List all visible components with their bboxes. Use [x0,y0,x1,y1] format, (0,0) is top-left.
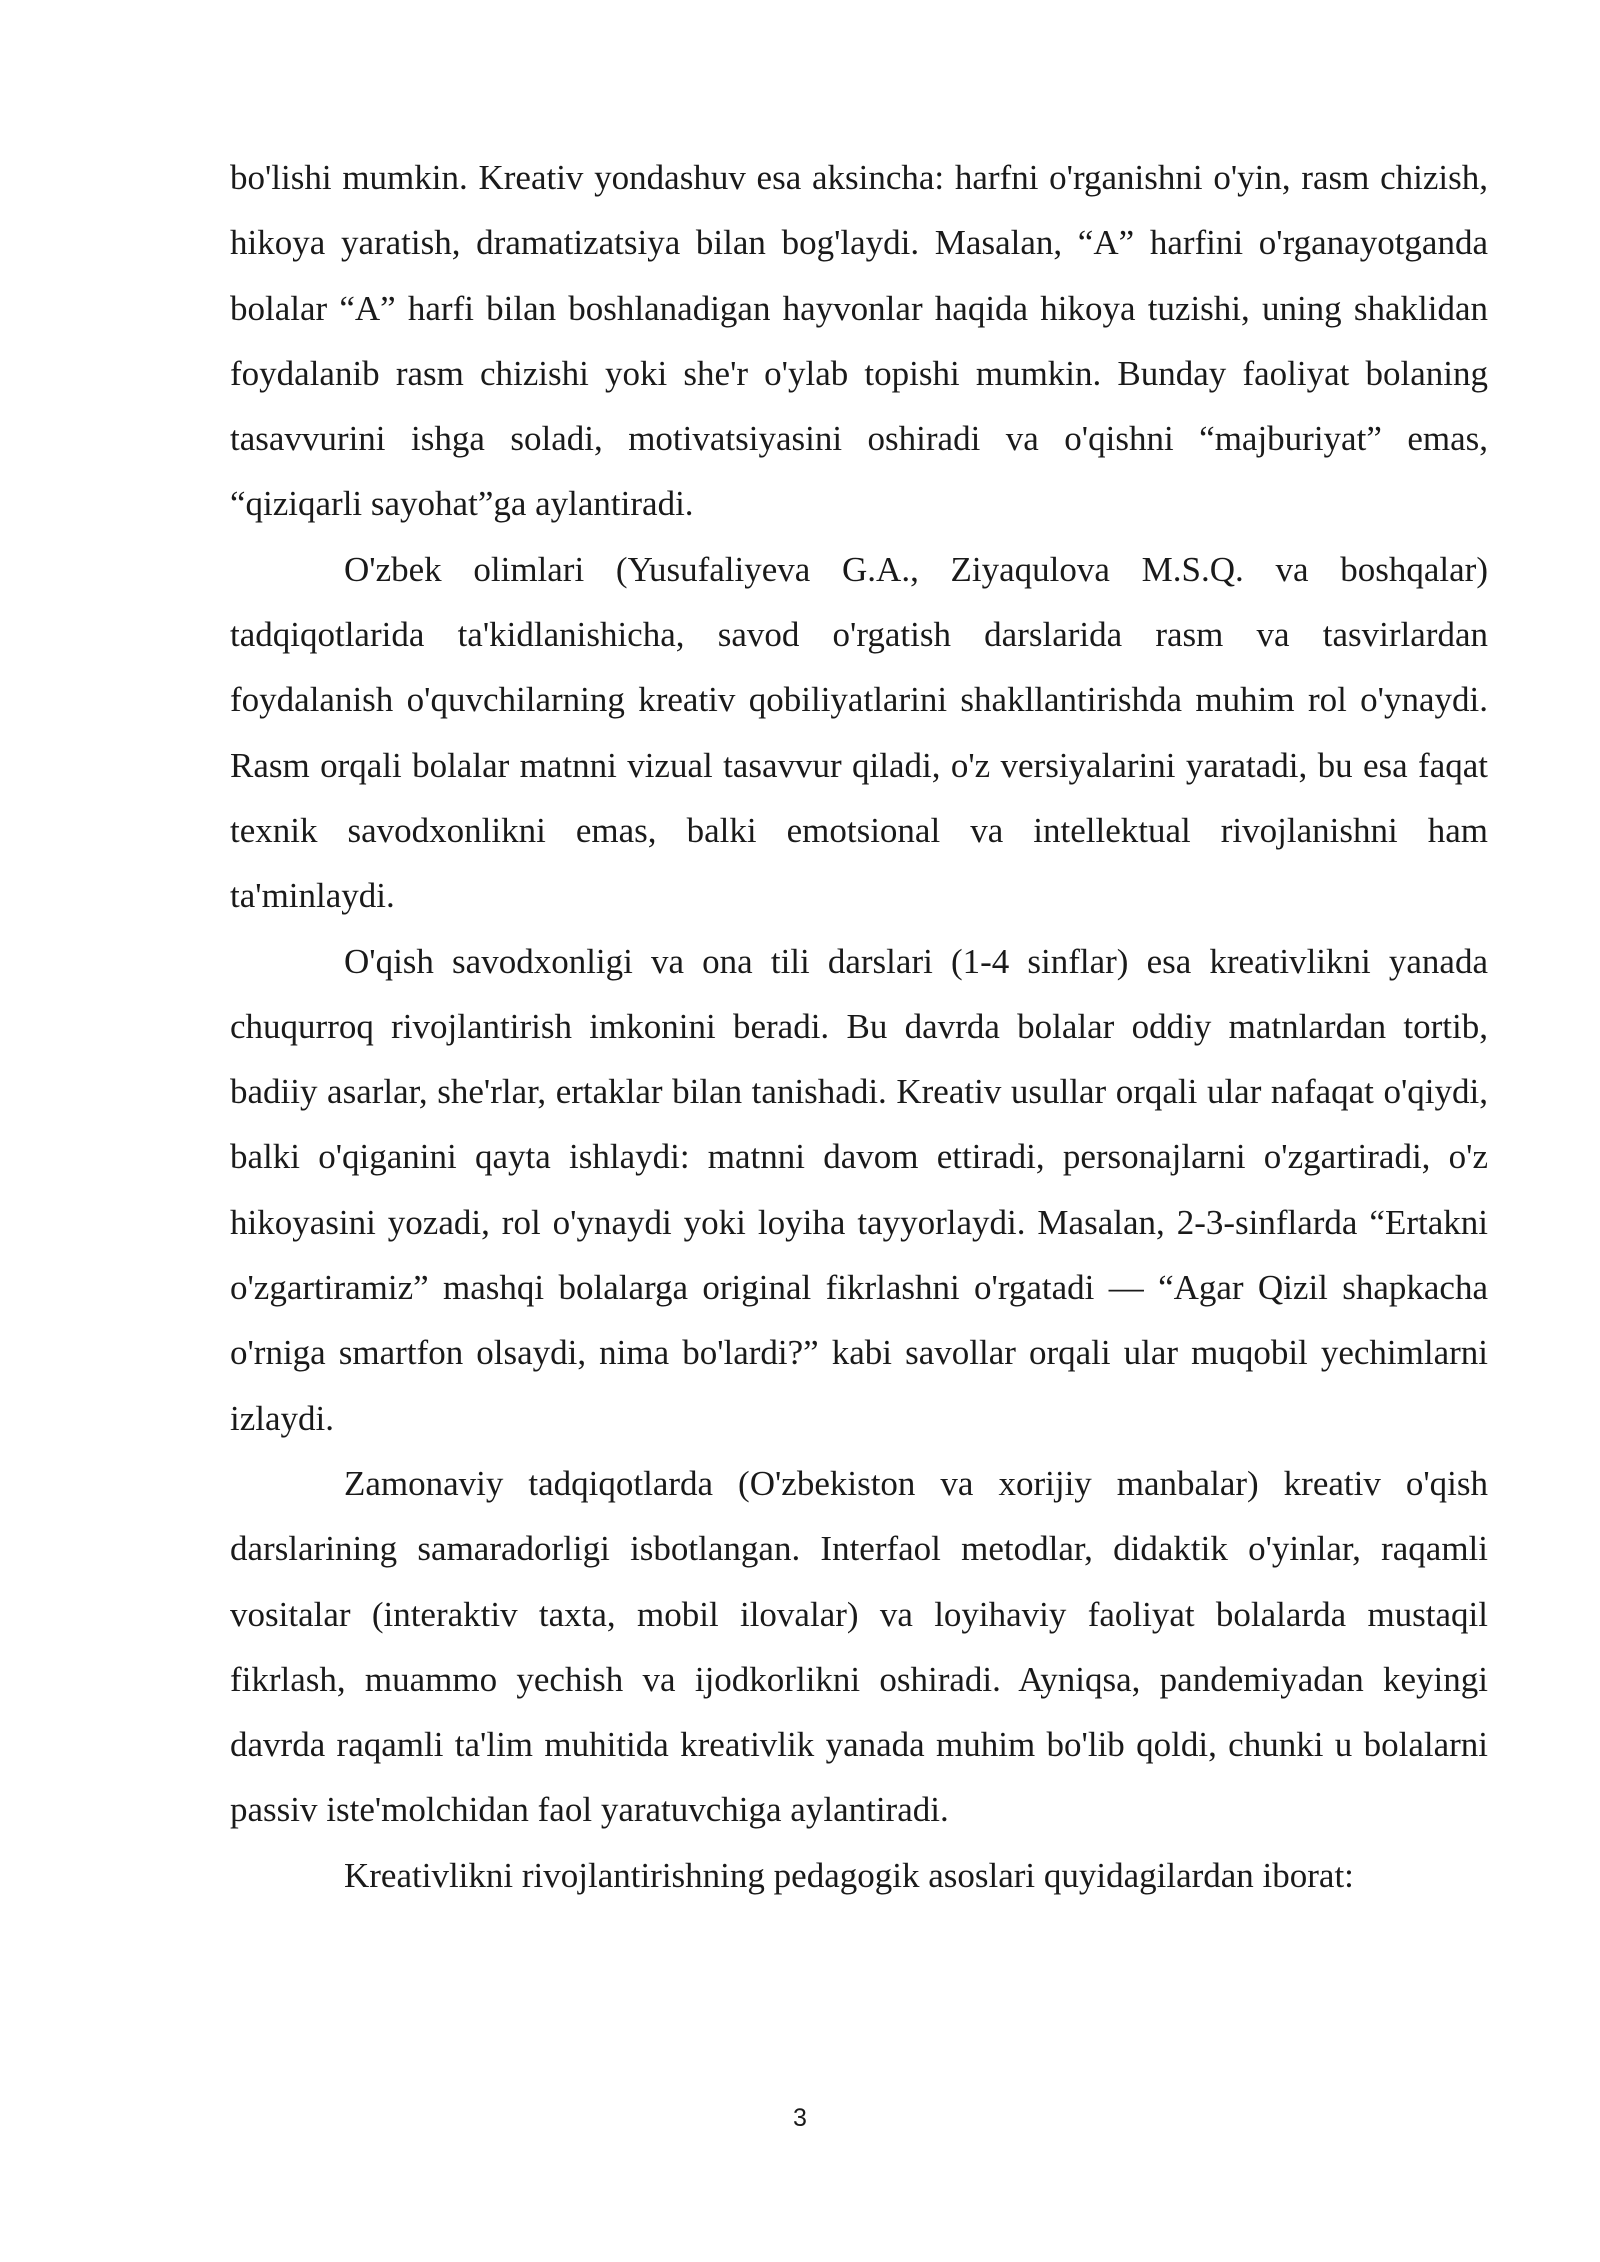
paragraph-5: Kreativlikni rivojlantirishning pedagogik asoslari quyidagilardan iborat: [344,1855,1354,1895]
paragraph-1: bo'lishi mumkin. Kreativ yondashuv esa aksincha: harfni o'rganishni o'yin, rasm chizish, hikoya yaratish, dramatizatsiya bilan bog'laydi. Masalan, “A” harfini o'rganayotganda bolalar “A” harfi bilan boshlanadigan hayvonlar haqida hikoya tuzishi, uning shaklidan foydalanib rasm chizishi yoki she'r o'ylab topishi mumkin. Bunday faoliyat bolaning tasavvurini ishga soladi, motivatsiyasini oshiradi va o'qishni “majburiyat” emas, “qiziqarli sayohat”ga aylantiradi. [230,158,1488,524]
paragraph-3: O'qish savodxonligi va ona tili darslari (1-4 sinflar) esa kreativlikni yanada chuqurroq rivojlantirish imkonini beradi. Bu davrda bolalar oddiy matnlardan tortib, badiiy asarlar, she'rlar, ertaklar bilan tanishadi. Kreativ usullar orqali ular nafaqat o'qiydi, balki o'qiganini qayta ishlaydi: matnni davom ettiradi, personajlarni o'zgartiradi, o'z hikoyasini yozadi, rol o'ynaydi yoki loyiha tayyorlaydi. Masalan, 2-3-sinflarda “Ertakni o'zgartiramiz” mashqi bolalarga original fikrlashni o'rgatadi — “Agar Qizil shapkacha o'rniga smartfon olsaydi, nima bo'lardi?” kabi savollar orqali ular muqobil yechimlarni izlaydi. [230,941,1488,1438]
page-number: 3 [793,2104,807,2132]
body-text [230,145,1488,1908]
paragraph-4: Zamonaviy tadqiqotlarda (O'zbekiston va xorijiy manbalar) kreativ o'qish darslarining samaradorligi isbotlangan. Interfaol metodlar, didaktik o'yinlar, raqamli vositalar (interaktiv taxta, mobil ilovalar) va loyihaviy faoliyat bolalarda mustaqil fikrlash, muammo yechish va ijodkorlikni oshiradi. Ayniqsa, pandemiyadan keyingi davrda raqamli ta'lim muhitida kreativlik yanada muhim bo'lib qoldi, chunki u bolalarni passiv iste'molchidan faol yaratuvchiga aylantiradi. [230,1463,1488,1830]
paragraph-2: O'zbek olimlari (Yusufaliyeva G.A., Ziyaqulova M.S.Q. va boshqalar) tadqiqotlarida ta'kidlanishicha, savod o'rgatish darslarida rasm va tasvirlardan foydalanish o'quvchilarning kreativ qobiliyatlarini shakllantirishda muhim rol o'ynaydi. Rasm orqali bolalar matnni vizual tasavvur qiladi, o'z versiyalarini yaratadi, bu esa faqat texnik savodxonlikni emas, balki emotsional va intellektual rivojlanishni ham ta'minlaydi. [230,549,1488,916]
